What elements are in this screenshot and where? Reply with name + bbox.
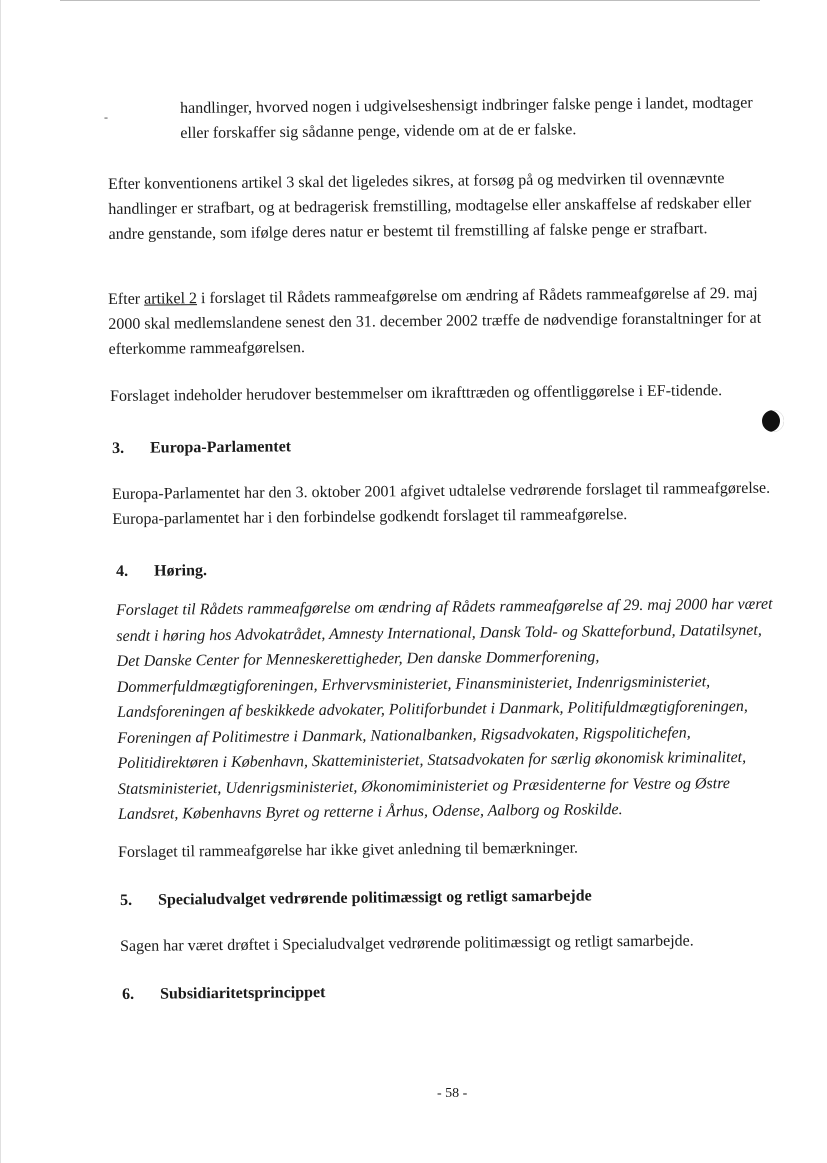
section-5-number: 5. (120, 891, 133, 909)
page-number: - 58 - (437, 1086, 468, 1101)
article-2-reference: artikel 2 (144, 290, 198, 308)
section-4-title: Høring. (153, 562, 208, 580)
section-4-number: 4. (116, 562, 129, 580)
section-3-number: 3. (112, 439, 125, 457)
section-6-title: Subsidiaritetsprincippet (159, 984, 326, 1003)
paragraph-article-2 (108, 281, 773, 362)
paragraph-drofet: Sagen har været drøftet i Specialudvalget vedrørende politimæssigt og retligt samarbejde. (120, 932, 694, 955)
paragraph-continued: handlinger, hvorved nogen i udgivelseshensigt indbringer falske penge i landet, modtager eller forskaffer sig sådanne penge, vidende om at de er falske. (180, 94, 753, 142)
paragraph-ikrafttraeden: Forslaget indeholder herudover bestemmelser om ikrafttræden og offentliggørelse i EF-tidende. (110, 382, 723, 405)
article-2-text-before: Efter (108, 290, 145, 308)
scan-speck: - (104, 110, 108, 124)
section-4-heading (116, 562, 207, 581)
paragraph-hoering: Forslaget til Rådets rammeafgørelse om ændring af Rådets rammeafgørelse af 29. maj 2000 har været sendt i høring hos Advokatrådet, Amnesty International, Dansk Told- og Skatteforbund, Datatilsynet, Det Danske Center for Menneskerettigheder, Den danske Dommerforening, Dommerfuldmægtigforeningen, Erhvervsministeriet, Finansministeriet, Indenrigsministeriet, Landsforeningen af beskikkede advokater, Politiforbundet i Danmark, Politifuldmægtigforeningen, Foreningen af Politimestre i Danmark, Nationalbanken, Rigsadvokaten, Rigspolitichefen, Politidirektøren i København, Skatteministeriet, Statsadvokaten for særlig økonomisk kriminalitet, Statsministeriet, Udenrigsministeriet, Økonomiministeriet og Præsidenterne for Vestre og Østre Landsret, Københavns Byret og retterne i Århus, Odense, Aalborg og Roskilde. (116, 595, 773, 823)
paragraph-article-3: Efter konventionens artikel 3 skal det ligeledes sikres, at forsøg på og medvirken til ovennævnte handlinger er strafbart, og at bedragerisk fremstilling, modtagelse eller anskaffelse af redskaber eller andre genstande, som ifølge deres natur er bestemt til fremstilling af falske penge er strafbart. (108, 170, 752, 243)
section-6-heading (122, 984, 326, 1004)
section-5-heading (120, 887, 592, 910)
section-3-heading (112, 438, 291, 458)
scan-left-edge (0, 0, 1, 1163)
scan-top-border (60, 0, 760, 1)
section-3-title: Europa-Parlamentet (149, 438, 292, 457)
punch-hole (762, 410, 784, 432)
paragraph-bemaerkninger: Forslaget til rammeafgørelse har ikke givet anledning til bemærkninger. (118, 839, 579, 861)
section-5-title: Specialudvalget vedrørende politimæssigt og retligt samarbejde (157, 887, 592, 909)
section-6-number: 6. (122, 985, 135, 1003)
paragraph-europa-parlamentet: Europa-Parlamentet har den 3. oktober 2001 afgivet udtalelse vedrørende forslaget til rammeafgørelse. Europa-parlamentet har i den forbindelse godkendt forslaget til rammeafgørelse. (112, 479, 771, 528)
article-2-text-after: i forslaget til Rådets rammeafgørelse om ændring af Rådets rammeafgørelse af 29. maj 2000 skal medlemslandene senest den 31. december 2002 træffe de nødvendige foranstaltninger for at efterkomme rammeafgørelsen. (108, 284, 762, 358)
